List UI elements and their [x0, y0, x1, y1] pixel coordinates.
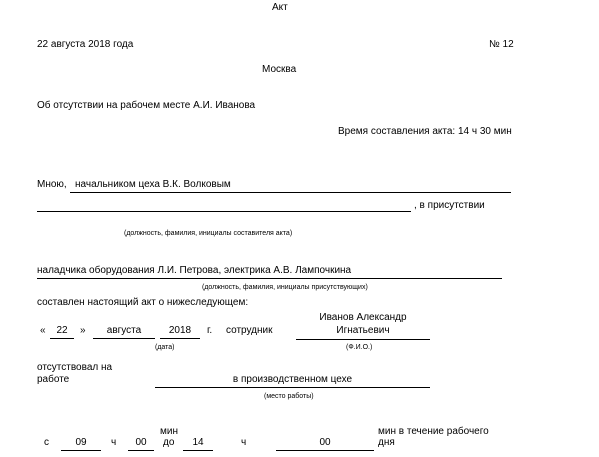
witnesses-line: [37, 278, 502, 279]
composer-line: [70, 192, 511, 193]
absence-label-2: работе: [37, 374, 70, 385]
date-caption: (дата): [155, 344, 175, 351]
time-tail-1: мин в течение рабочего: [378, 426, 489, 437]
year-suffix: г.: [207, 325, 213, 336]
open-quote: «: [40, 325, 46, 336]
date-day: 22: [56, 325, 68, 336]
from-hour: 09: [75, 437, 87, 448]
compose-time: Время составления акта: 14 ч 30 мин: [338, 126, 512, 137]
from-label: с: [44, 437, 49, 448]
date-year: 2018: [168, 325, 192, 336]
hour-label-1: ч: [111, 437, 117, 448]
to-hour-line: [183, 450, 213, 451]
document-title: Акт: [272, 2, 288, 13]
date-year-line: [160, 338, 200, 339]
composer-value: начальником цеха В.К. Волковым: [75, 179, 231, 190]
from-min: 00: [135, 437, 147, 448]
employee-name-2: Игнатьевич: [336, 325, 390, 336]
place-caption: (место работы): [264, 393, 314, 400]
time-tail-2: дня: [378, 437, 395, 448]
to-min-line: [276, 450, 374, 451]
from-hour-line: [61, 450, 101, 451]
hour-label-2: ч: [241, 437, 247, 448]
document-city: Москва: [262, 64, 297, 75]
employee-label: сотрудник: [226, 325, 273, 336]
witnesses-caption: (должность, фамилия, инициалы присутствующих): [202, 284, 368, 291]
close-quote: »: [80, 325, 86, 336]
employee-name-1: Иванов Александр: [319, 312, 407, 323]
date-month-line: [93, 338, 155, 339]
document-subject: Об отсутствии на рабочем месте А.И. Иванова: [37, 100, 256, 111]
composer-line-2: [37, 211, 411, 212]
composer-caption: (должность, фамилия, инициалы составителя акта): [124, 230, 293, 237]
composer-prefix: Мною,: [37, 179, 67, 190]
fio-caption: (Ф.И.О.): [346, 344, 373, 351]
document-date: 22 августа 2018 года: [37, 39, 134, 50]
statement-text: составлен настоящий акт о нижеследующем:: [37, 297, 249, 308]
absence-place-line: [155, 387, 430, 388]
witnesses-value: наладчика оборудования Л.И. Петрова, электрика А.В. Лампочкина: [37, 265, 352, 276]
min-label: мин: [160, 426, 178, 437]
to-min: 00: [319, 437, 331, 448]
absence-label-1: отсутствовал на: [37, 362, 113, 373]
to-label: до: [163, 437, 175, 448]
to-hour: 14: [192, 437, 204, 448]
from-min-line: [128, 450, 154, 451]
employee-name-line: [296, 339, 430, 340]
date-day-line: [50, 338, 74, 339]
absence-place: в производственном цехе: [232, 374, 353, 385]
in-presence-label: , в присутствии: [414, 200, 485, 211]
document-number: № 12: [489, 39, 514, 50]
date-month: августа: [106, 325, 142, 336]
